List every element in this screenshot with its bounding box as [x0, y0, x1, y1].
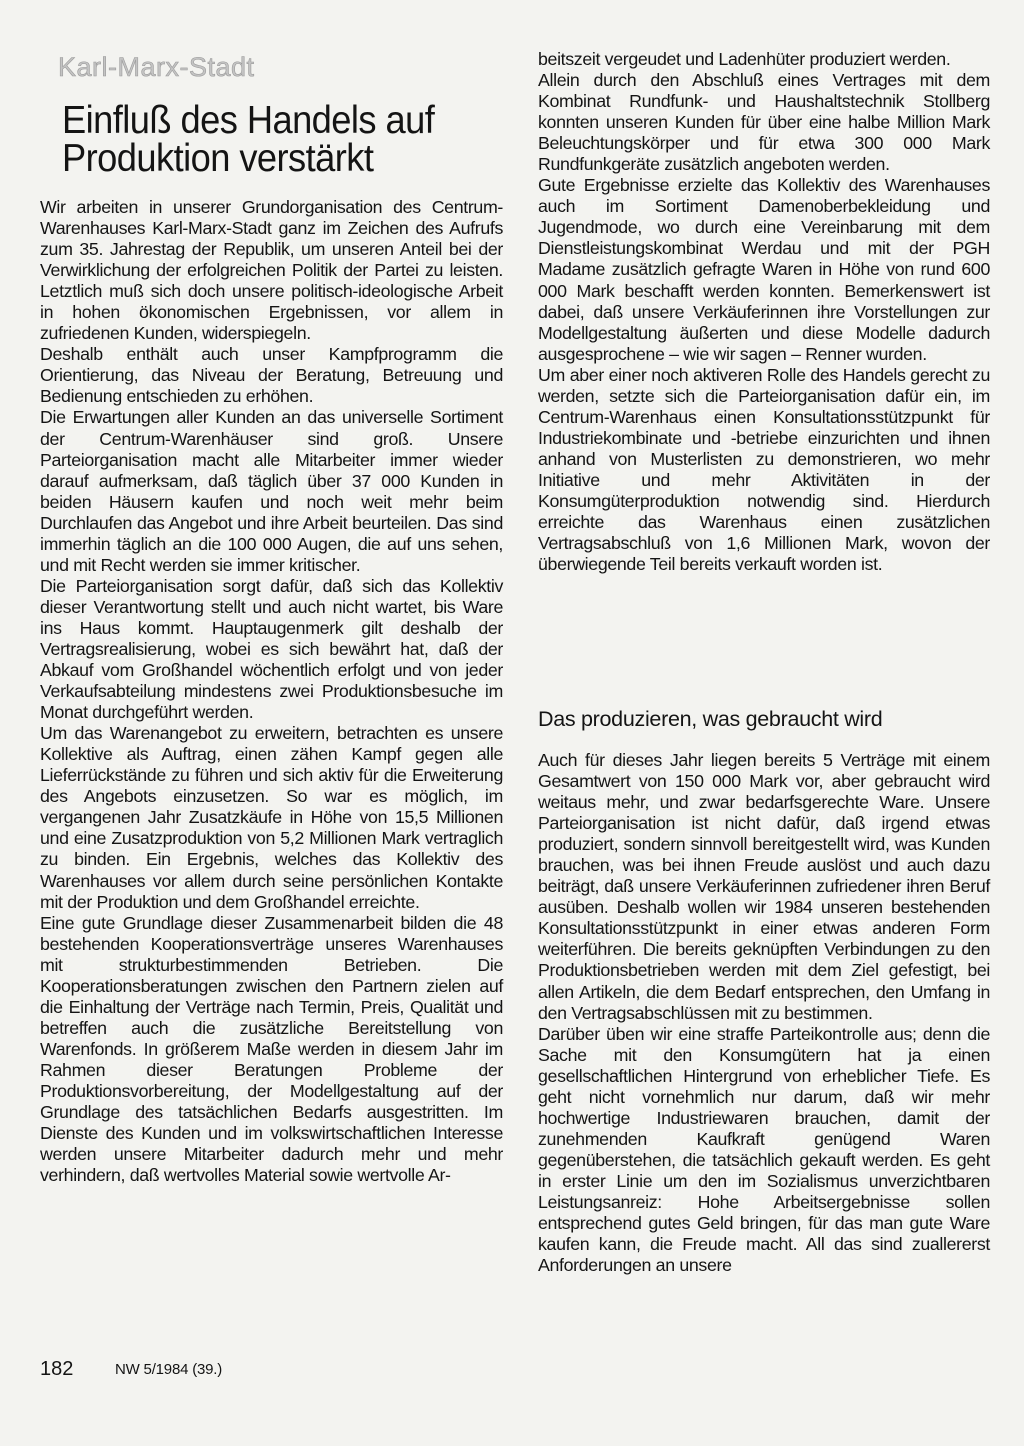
right-column-top — [538, 49, 990, 575]
paragraph: Allein durch den Abschluß eines Vertrages mit dem Kombinat Rundfunk- und Haushaltstechnik Stollberg konnten unseren Kunden für über eine halbe Million Mark Beleuchtungskörper und für etwa 300 000 Mark Rundfunkgeräte zusätzlich angeboten werden. — [538, 70, 990, 175]
right-column-bottom — [538, 750, 990, 1276]
kicker-location: Karl-Marx-Stadt — [58, 52, 255, 82]
subheading: Das produzieren, was gebraucht wird — [538, 707, 883, 731]
paragraph: Auch für dieses Jahr liegen bereits 5 Verträge mit einem Gesamtwert von 150 000 Mark vor, aber gebraucht wird weitaus mehr, und zwar bedarfsgerechte Ware. Unsere Parteiorganisation ist nicht dafür, daß irgend etwas produziert, sondern sinnvoll bereitgestellt wird, was Kunden brauchen, was bei ihnen Freude auslöst und auch dazu beiträgt, daß unsere Verkäuferinnen zufriedener ihren Beruf ausüben. Deshalb wollen wir 1984 unseren bestehenden Konsultationsstützpunkt in einer etwas anderen Form weiterführen. Die bereits geknüpften Verbindungen zu den Produktionsbetrieben werden mit dem Ziel gefestigt, bei allen Artikeln, die dem Bedarf entsprechen, den Umfang in den Vertragsabschlüssen mit zu bestimmen. — [538, 750, 990, 1023]
left-column — [40, 197, 503, 1186]
paragraph: Gute Ergebnisse erzielte das Kollektiv des Warenhauses auch im Sortiment Damenoberbekleidung und Jugendmode, wo durch eine Vereinbarung mit dem Dienstleistungskombinat Werdau und mit der PGH Madame zusätzlich gefragte Waren in Höhe von rund 600 000 Mark beschafft werden konnten. Bemerkenswert ist dabei, daß unsere Verkäuferinnen ihre Vorstellungen zur Modellgestaltung äußerten und diese Modelle dadurch ausgesprochene – wie wir sagen – Renner wurden. — [538, 175, 990, 364]
paragraph: Wir arbeiten in unserer Grundorganisation des Centrum-Warenhauses Karl-Marx-Stadt ganz im Zeichen des Aufrufs zum 35. Jahrestag der Republik, um unseren Anteil bei der Verwirklichung der erfolgreichen Politik der Partei zu leisten. Letztlich muß sich doch unsere politisch-ideologische Arbeit in hohen ökonomischen Ergebnissen, vor allem in zufriedenen Kunden, widerspiegeln. — [40, 197, 503, 344]
paragraph: beitszeit vergeudet und Ladenhüter produziert werden. — [538, 49, 951, 69]
paragraph: Um aber einer noch aktiveren Rolle des Handels gerecht zu werden, setzte sich die Parteiorganisation dafür ein, im Centrum-Warenhaus einen Konsultationsstützpunkt für Industriekombinate und -betriebe einzurichten und ihnen anhand von Musterlisten zu demonstrieren, wo mehr Initiative und mehr Aktivitäten in der Konsumgüterproduktion notwendig sind. Hierdurch erreichte das Warenhaus einen zusätzlichen Vertragsabschluß von 1,6 Millionen Mark, wovon der überwiegende Teil bereits verkauft worden ist. — [538, 364, 990, 575]
page-footer — [40, 1358, 980, 1388]
paragraph: Deshalb enthält auch unser Kampfprogramm die Orientierung, das Niveau der Beratung, Betreuung und Bedienung entschieden zu erhöhen. — [40, 344, 503, 407]
page-number: 182 — [40, 1358, 74, 1380]
paragraph: Eine gute Grundlage dieser Zusammenarbeit bilden die 48 bestehenden Kooperationsverträge unseres Warenhauses mit strukturbestimmenden Betrieben. Die Kooperationsberatungen zwischen den Partnern zielen auf die Einhaltung der Verträge nach Termin, Preis, Qualität und betreffen auch die zusätzliche Bereitstellung von Warenfonds. In größerem Maße werden in diesem Jahr im Rahmen dieser Beratungen Probleme der Produktionsvorbereitung, der Modellgestaltung auf der Grundlage des tatsächlichen Bedarfs ausgestritten. Im Dienste des Kunden und im volkswirtschaftlichen Interesse werden unsere Mitarbeiter dadurch mehr und mehr verhindern, daß wertvolles Material sowie wertvolle Ar- — [40, 912, 503, 1186]
paragraph: Darüber üben wir eine straffe Parteikontrolle aus; denn die Sache mit den Konsumgütern hat ja einen gesellschaftlichen Hintergrund von erheblicher Tiefe. Es geht nicht vornehmlich nur darum, daß wir mehr hochwertige Industriewaren brauchen, damit der zunehmenden Kaufkraft genügend Waren gegenüberstehen, die tatsächlich gekauft werden. Es geht in erster Linie um den im Sozialismus unverzichtbaren Leistungsanreiz: Hohe Arbeitsergebnisse sollen entsprechend gutes Geld bringen, für das man gute Ware kaufen kann, die Freude macht. All das sind zuallererst Anforderungen an unsere — [538, 1023, 990, 1276]
paragraph: Die Parteiorganisation sorgt dafür, daß sich das Kollektiv dieser Verantwortung stellt und auch nicht wartet, bis Ware ins Haus kommt. Hauptaugenmerk gilt deshalb der Vertragsrealisierung, wobei es sich bewährt hat, daß der Abkauf vom Großhandel wöchentlich erfolgt und von jeder Verkaufsabteilung mindestens zwei Produktionsbesuche im Monat durchgeführt werden. — [40, 575, 503, 723]
paragraph: Die Erwartungen aller Kunden an das universelle Sortiment der Centrum-Warenhäuser sind groß. Unsere Parteiorganisation macht alle Mitarbeiter immer wieder darauf aufmerksam, daß täglich über 37 000 Kunden in beiden Häusern kaufen und noch weit mehr beim Durchlaufen das Angebot und ihre Arbeit beurteilen. Das sind immerhin täglich an die 100 000 Augen, die auf uns sehen, und mit Recht werden sie immer kritischer. — [40, 407, 503, 575]
paragraph: Um das Warenangebot zu erweitern, betrachten es unsere Kollektive als Auftrag, einen zähen Kampf gegen alle Lieferrückstände zu führen und sich aktiv für die Erweiterung des Angebots einzusetzen. So war es möglich, im vergangenen Jahr Zusatzkäufe in Höhe von 15,5 Millionen und eine Zusatzproduktion von 5,2 Millionen Mark vertraglich zu binden. Ein Ergebnis, welches das Kollektiv des Warenhauses vor allem durch seine persönlichen Kontakte mit der Produktion und dem Großhandel erreichte. — [40, 723, 503, 912]
headline: Einfluß des Handels auf Produktion verstärkt — [62, 99, 435, 180]
issue-reference: NW 5/1984 (39.) — [115, 1361, 223, 1378]
